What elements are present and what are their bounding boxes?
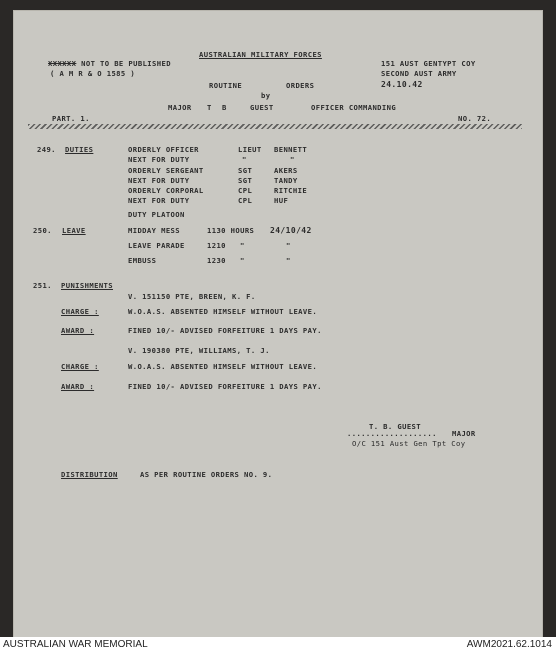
award-2: FINED 10/- ADVISED FORFEITURE 1 DAYS PAY. (128, 382, 322, 391)
duty-rank: " (242, 155, 247, 164)
charge-1: W.O.A.S. ABSENTED HIMSELF WITHOUT LEAVE. (128, 307, 318, 316)
leave-date: 24/10/42 (270, 226, 312, 235)
distribution-text: AS PER ROUTINE ORDERS NO. 9. (140, 470, 273, 479)
award-label: AWARD : (61, 382, 95, 391)
duty-name: TANDY (274, 176, 298, 185)
charge-2: W.O.A.S. ABSENTED HIMSELF WITHOUT LEAVE. (128, 362, 318, 371)
duty-role: ORDERLY OFFICER (128, 145, 199, 154)
footer-credit: AUSTRALIAN WAR MEMORIAL (3, 639, 148, 650)
document-page (13, 10, 543, 639)
header-title: AUSTRALIAN MILITARY FORCES (199, 50, 322, 59)
leave-date: " (286, 256, 291, 265)
duties-label: DUTIES (65, 145, 94, 154)
header-left-line2: ( A M R & O 1585 ) (50, 69, 136, 78)
leave-time: 1130 HOURS (207, 226, 255, 235)
leave-item: MIDDAY MESS (128, 226, 180, 235)
header-major: MAJOR (168, 103, 192, 112)
duty-rank: CPL (238, 196, 253, 205)
leave-item: EMBUSS (128, 256, 157, 265)
distribution-label: DISTRIBUTION (61, 470, 118, 479)
punishments-number: 251. (33, 281, 52, 290)
header-routine: ROUTINE (209, 81, 243, 90)
signature-name: T. B. GUEST (369, 422, 421, 431)
leave-time: 1230 (207, 256, 226, 265)
duty-rank: LIEUT (238, 145, 262, 154)
part-label: PART. 1. (52, 114, 90, 123)
leave-item: LEAVE PARADE (128, 241, 185, 250)
header-guest: GUEST (250, 103, 274, 112)
header-by: by (261, 91, 271, 100)
duty-role: NEXT FOR DUTY (128, 155, 190, 164)
punishments-label: PUNISHMENTS (61, 281, 113, 290)
duty-role: NEXT FOR DUTY (128, 176, 190, 185)
order-number: NO. 72. (458, 114, 492, 123)
duty-name: RITCHIE (274, 186, 308, 195)
duty-role: ORDERLY CORPORAL (128, 186, 204, 195)
signature-rank: MAJOR (452, 429, 476, 438)
header-initial-b: B (222, 103, 227, 112)
leave-time: 1210 (207, 241, 226, 250)
duty-rank: SGT (238, 176, 253, 185)
header-initial-t: T (207, 103, 212, 112)
signature-unit: O/C 151 Aust Gen Tpt Coy (352, 439, 466, 448)
duty-name: HUF (274, 196, 289, 205)
award-1: FINED 10/- ADVISED FORFEITURE 1 DAYS PAY. (128, 326, 322, 335)
footer-accession-number: AWM2021.62.1014 (466, 639, 552, 650)
duty-rank: SGT (238, 166, 253, 175)
duty-role: ORDERLY SERGEANT (128, 166, 204, 175)
charge-label: CHARGE : (61, 362, 99, 371)
duty-name: AKERS (274, 166, 298, 175)
signature-dots: ................... (347, 429, 437, 438)
header-officer-commanding: OFFICER COMMANDING (311, 103, 397, 112)
header-right-army: SECOND AUST ARMY (381, 69, 457, 78)
leave-ditto: " (240, 241, 245, 250)
leave-number: 250. (33, 226, 52, 235)
charge-label: CHARGE : (61, 307, 99, 316)
leave-ditto: " (240, 256, 245, 265)
duty-platoon: DUTY PLATOON (128, 210, 185, 219)
header-orders: ORDERS (286, 81, 315, 90)
header-right-unit: 151 AUST GENTYPT COY (381, 59, 476, 68)
duties-number: 249. (37, 145, 56, 154)
offender-2: V. 190380 PTE, WILLIAMS, T. J. (128, 346, 270, 355)
duty-name: BENNETT (274, 145, 308, 154)
duty-rank: CPL (238, 186, 253, 195)
footer-bar (0, 637, 556, 653)
separator-stripe (28, 124, 522, 129)
offender-1: V. 151150 PTE, BREEN, K. F. (128, 292, 256, 301)
header-left-line1: XXXXXX NOT TO BE PUBLISHED (48, 59, 171, 68)
header-date: 24.10.42 (381, 80, 423, 89)
leave-label: LEAVE (62, 226, 86, 235)
duty-role: NEXT FOR DUTY (128, 196, 190, 205)
duty-name: " (290, 155, 295, 164)
award-label: AWARD : (61, 326, 95, 335)
leave-date: " (286, 241, 291, 250)
